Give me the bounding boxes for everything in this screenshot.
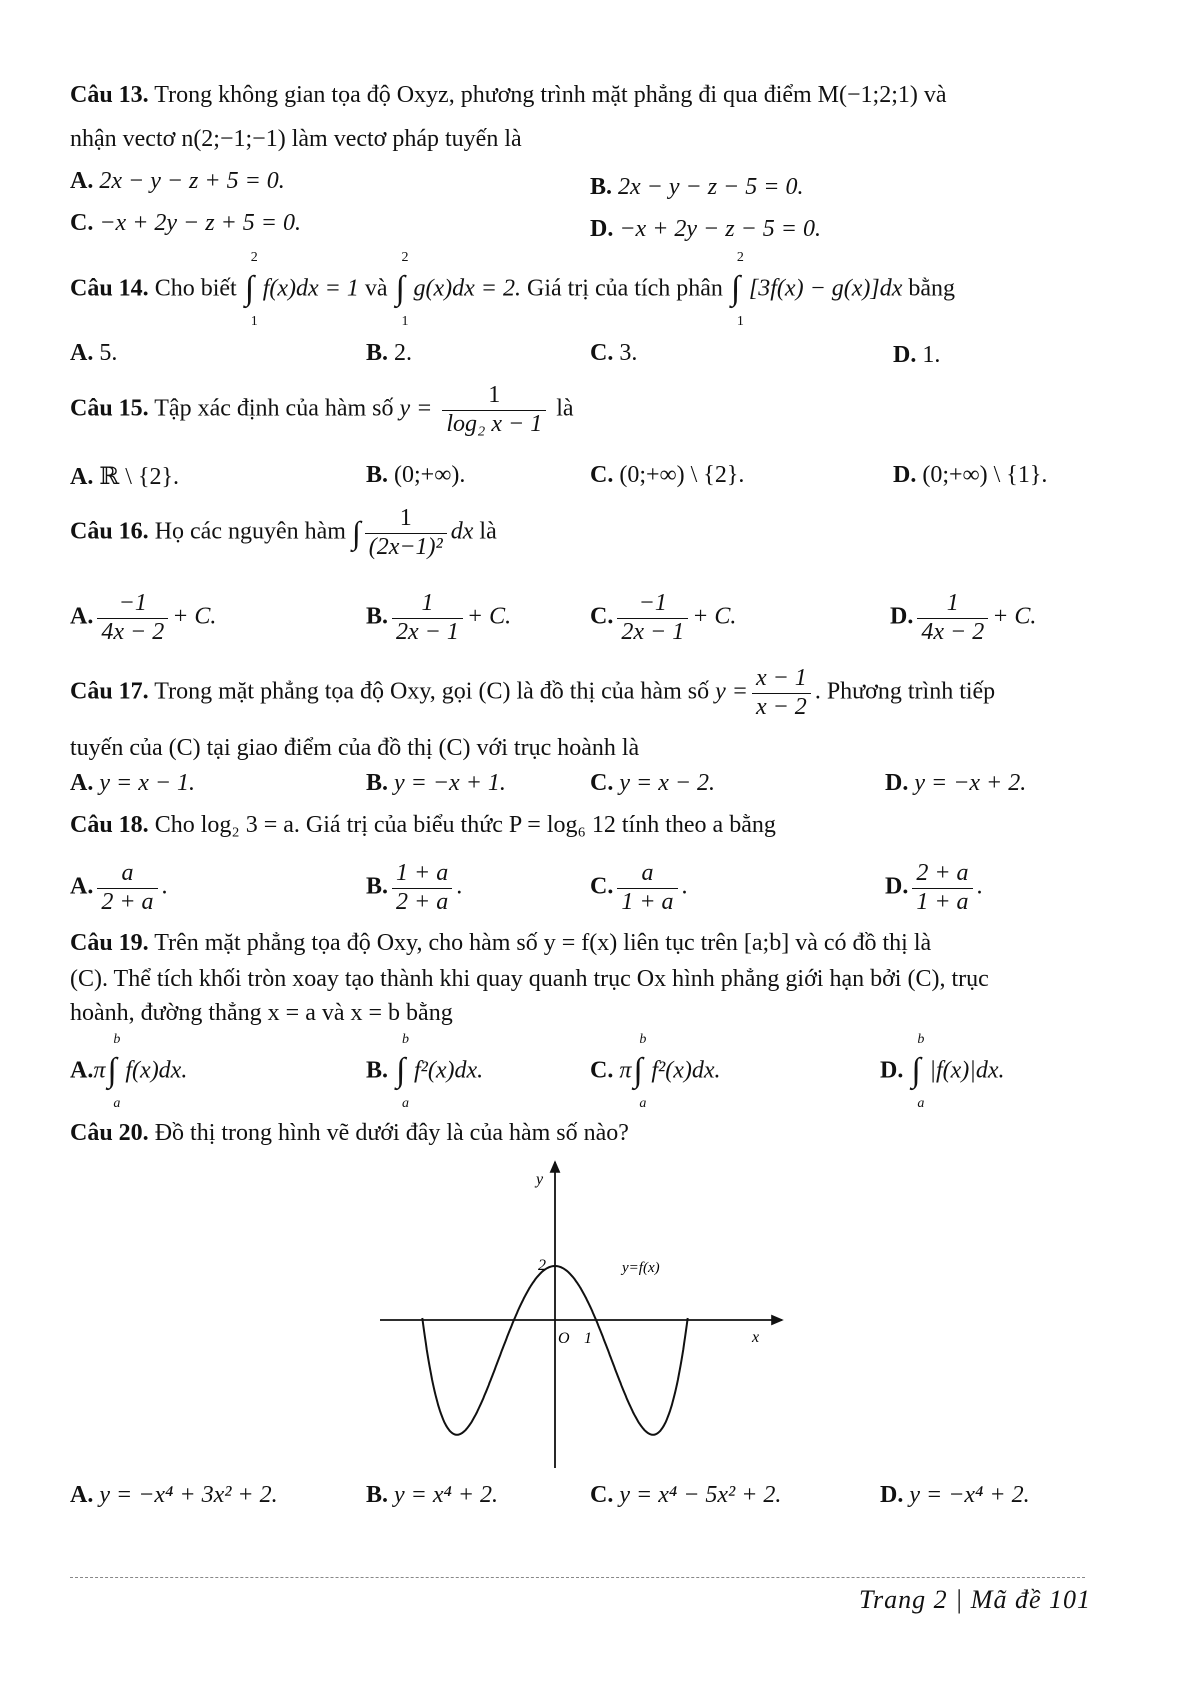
y-axis-label: y [536, 1171, 544, 1188]
q15-line: Câu 15. Tập xác định của hàm số y = $\frac{1}{\text{log₂ x − 1}}$ là [70, 382, 574, 437]
q19-line3: hoành, đường thẳng x = a và x = b bằng [70, 1000, 453, 1026]
q19-option-b[interactable]: B. ∫ b a f²(x)dx. [366, 1032, 484, 1111]
curve-label: y=f(x) [622, 1260, 660, 1276]
integral-sign-icon: ∫ b a [911, 1032, 925, 1111]
q18-option-c[interactable]: C. $\frac{a}{1 + a}$ . [590, 860, 688, 915]
origin-label: O [558, 1330, 570, 1347]
q14-option-a[interactable]: A. 5. [70, 340, 118, 366]
q13-option-b[interactable]: B. 2x − y − z − 5 = 0. [590, 174, 804, 200]
q14-label: Câu 14. [70, 275, 149, 302]
q20-label: Câu 20. [70, 1120, 149, 1146]
q14-option-b[interactable]: B. 2. [366, 340, 413, 366]
integral-sign-icon: ∫ [351, 514, 361, 551]
q18-label: Câu 18. [70, 812, 149, 838]
q19-label: Câu 19. [70, 930, 149, 956]
q16-line: Câu 16. Họ các nguyên hàm ∫ $\frac{1}{\text{(2x−1)²}}$ dx là [70, 505, 497, 560]
q14-option-d[interactable]: D. 1. [893, 342, 941, 368]
q16-option-c[interactable]: C. $\frac{-1}{2x - 1}$ + C. [590, 590, 737, 645]
q13-label: Câu 13. [70, 82, 149, 108]
q19-line2: (C). Thể tích khối tròn xoay tạo thành khi quay quanh trục Ox hình phẳng giới hạn bởi (C), trục [70, 966, 989, 992]
integral-sign-icon: ∫ b a [396, 1032, 410, 1111]
q18-option-b[interactable]: B. $\frac{1 + a}{2 + a}$ . [366, 860, 463, 915]
q19-option-a[interactable]: A.π ∫ b a f(x)dx. [70, 1032, 188, 1111]
q17-option-b[interactable]: B. y = −x + 1. [366, 770, 506, 796]
q15-option-d[interactable]: D. (0;+∞) \ {1}. [893, 462, 1048, 488]
q13-option-a[interactable]: A. 2x − y − z + 5 = 0. [70, 168, 285, 194]
q17-label: Câu 17. [70, 678, 149, 705]
q20-option-a[interactable]: A. y = −x⁴ + 3x² + 2. [70, 1482, 278, 1508]
footer-divider [70, 1577, 1085, 1578]
q13-option-c[interactable]: C. −x + 2y − z + 5 = 0. [70, 210, 301, 236]
q19-line1: Câu 19. Trên mặt phẳng tọa độ Oxy, cho hàm số y = f(x) liên tục trên [a;b] và có đồ thị là [70, 930, 932, 956]
integral-sign-icon: ∫ 2 1 [730, 250, 744, 329]
q20-graph [370, 1150, 790, 1470]
q20-option-d[interactable]: D. y = −x⁴ + 2. [880, 1482, 1030, 1508]
q16-fraction: $\frac{1}{\text{(2x−1)²}}$ [365, 505, 447, 561]
integral-sign-icon: ∫ b a [633, 1032, 647, 1111]
q13-option-d[interactable]: D. −x + 2y − z − 5 = 0. [590, 216, 821, 242]
integral-sign-icon: ∫ b a [107, 1032, 121, 1111]
q16-option-b[interactable]: B. $\frac{1}{2x - 1}$ + C. [366, 590, 512, 645]
q14-line: Câu 14. Cho biết ∫ 2 1 f(x)dx = 1 và ∫ 2 1 g(x)dx = 2. Giá trị của tích phân ∫ 2 1 [3f(x) − g(x)]dx bằng [70, 250, 956, 329]
integral-sign-icon: ∫ 2 1 [244, 250, 258, 329]
q20-option-c[interactable]: C. y = x⁴ − 5x² + 2. [590, 1482, 782, 1508]
q15-option-b[interactable]: B. (0;+∞). [366, 462, 466, 488]
q17-option-d[interactable]: D. y = −x + 2. [885, 770, 1027, 796]
q15-fraction: $\frac{1}{\text{log₂ x − 1}}$ [442, 382, 546, 438]
integral-sign-icon: ∫ 2 1 [395, 250, 409, 329]
q17-option-c[interactable]: C. y = x − 2. [590, 770, 716, 796]
q17-line2: tuyến của (C) tại giao điểm của đồ thị (C) với trục hoành là [70, 735, 640, 761]
q14-option-c[interactable]: C. 3. [590, 340, 638, 366]
q15-option-a[interactable]: A. ℝ \ {2}. [70, 464, 179, 490]
q19-option-d[interactable]: D. ∫ b a |f(x)|dx. [880, 1032, 1005, 1111]
q17-fraction: $\frac{x - 1}{x - 2}$ [752, 665, 811, 721]
q17-line1: Câu 17. Trong mặt phẳng tọa độ Oxy, gọi (C) là đồ thị của hàm số y = $\frac{x - 1}{x - 2}$ . Phương trình tiếp [70, 665, 996, 720]
q19-option-c[interactable]: C. π ∫ b a f²(x)dx. [590, 1032, 721, 1111]
q13-text-line1: Trong không gian tọa độ Oxyz, phương trình mặt phẳng đi qua điểm M(−1;2;1) và [154, 82, 947, 108]
q16-option-a[interactable]: A. $\frac{-1}{4x - 2}$ + C. [70, 590, 217, 645]
q18-option-a[interactable]: A. $\frac{a}{2 + a}$ . [70, 860, 168, 915]
page-footer: Trang 2 | Mã đề 101 [859, 1585, 1091, 1614]
y-tick-label: 2 [538, 1257, 546, 1274]
q16-label: Câu 16. [70, 518, 149, 545]
q15-label: Câu 15. [70, 395, 149, 422]
q13-line1 [70, 82, 947, 109]
q20-line: Câu 20. Đồ thị trong hình vẽ dưới đây là của hàm số nào? [70, 1120, 629, 1146]
q15-option-c[interactable]: C. (0;+∞) \ {2}. [590, 462, 745, 488]
q18-line: Câu 18. Cho log₂ 3 = a. Giá trị của biểu thức P = log₆ 12 tính theo a bằng [70, 812, 776, 838]
x-axis-label: x [752, 1329, 760, 1346]
q18-option-d[interactable]: D. $\frac{2 + a}{1 + a}$ . [885, 860, 983, 915]
q13-line2: nhận vectơ n(2;−1;−1) làm vectơ pháp tuyến là [70, 126, 522, 152]
q17-option-a[interactable]: A. y = x − 1. [70, 770, 196, 796]
x-tick-label: 1 [584, 1330, 592, 1347]
q20-option-b[interactable]: B. y = x⁴ + 2. [366, 1482, 499, 1508]
q16-option-d[interactable]: D. $\frac{1}{4x - 2}$ + C. [890, 590, 1037, 645]
